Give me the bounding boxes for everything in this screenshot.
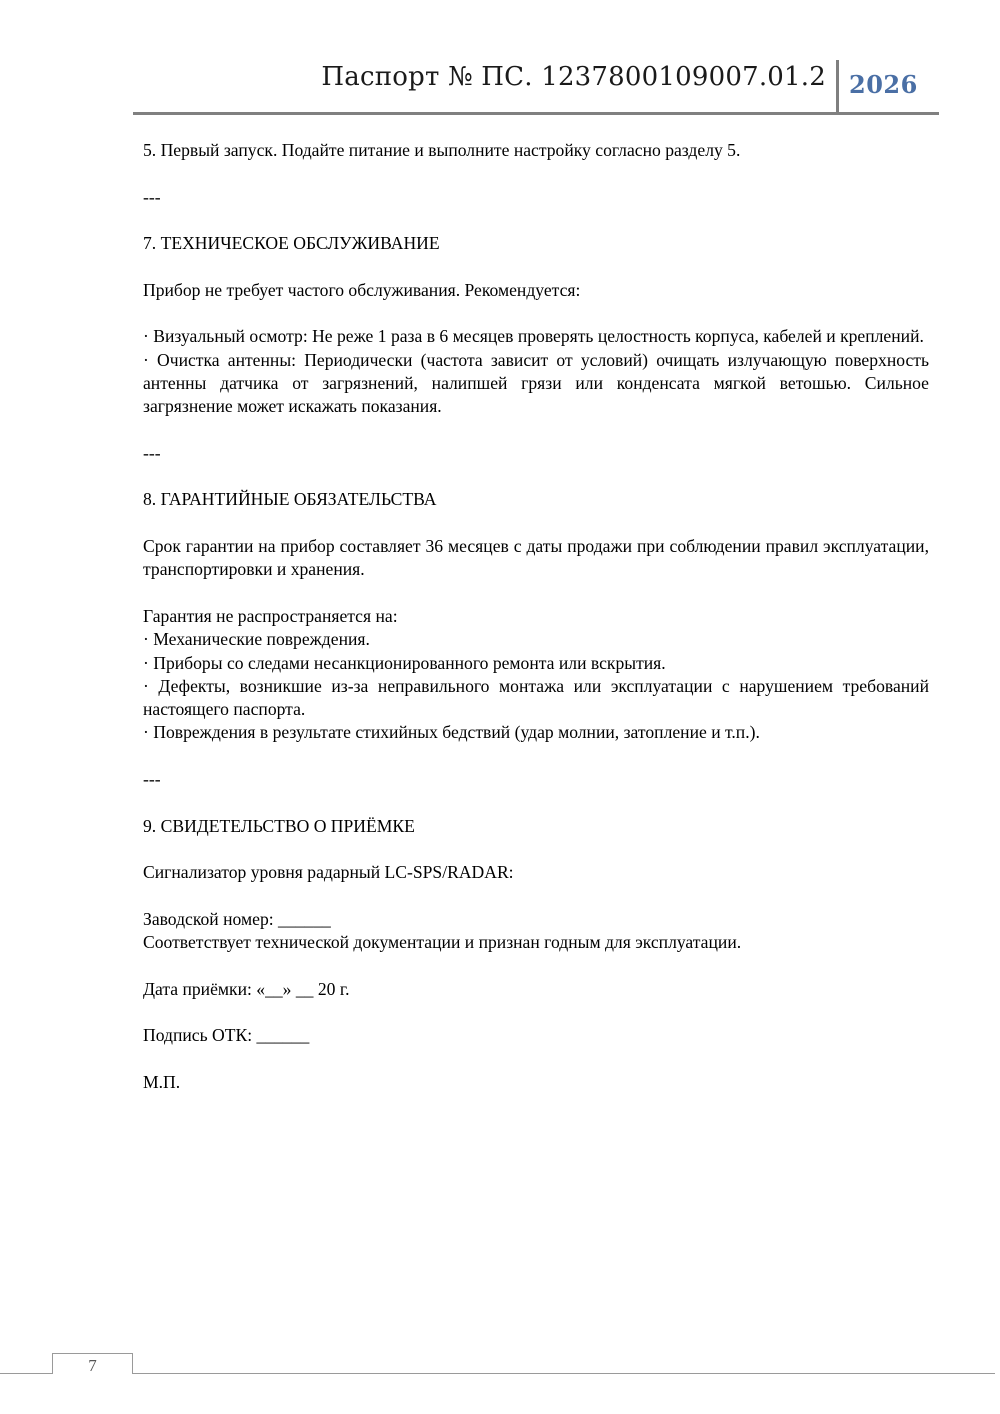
separator: --- — [143, 186, 161, 207]
section-9-acceptance-date: Дата приёмки: «__» __ 20 г. — [143, 978, 350, 999]
section-7-item-antenna-cleaning: · Очистка антенны: Периодически (частота зависит от условий) очищать излучающую поверхность антенны датчика от загрязнений, налипшей грязи или конденсата мягкой ветошью. Сильное загрязнение может искажать показания. — [143, 349, 929, 417]
section-8-exclusion-item: · Дефекты, возникшие из-за неправильного монтажа или эксплуатации с нарушением требований настоящего паспорта. — [143, 675, 929, 720]
section-9-device-name: Сигнализатор уровня радарный LC-SPS/RADAR: — [143, 862, 514, 883]
header-divider — [836, 60, 839, 115]
page-content — [143, 139, 929, 1094]
section-7-intro: Прибор не требует частого обслуживания. Рекомендуется: — [143, 279, 581, 300]
section-8-exclusion-item: · Повреждения в результате стихийных бедствий (удар молнии, затопление и т.п.). — [143, 722, 760, 743]
section-8-exclusion-item: · Приборы со следами несанкционированного ремонта или вскрытия. — [143, 652, 666, 673]
section-9-serial-number: Заводской номер: ______ — [143, 908, 331, 929]
section-9-conformity: Соответствует технической документации и признан годным для эксплуатации. — [143, 932, 742, 953]
section-7-heading: 7. ТЕХНИЧЕСКОЕ ОБСЛУЖИВАНИЕ — [143, 233, 440, 254]
section-7-item-visual-inspection: · Визуальный осмотр: Не реже 1 раза в 6 месяцев проверять целостность корпуса, кабелей и креплений. — [143, 326, 924, 347]
section-8-heading: 8. ГАРАНТИЙНЫЕ ОБЯЗАТЕЛЬСТВА — [143, 489, 437, 510]
separator: --- — [143, 442, 161, 463]
separator: --- — [143, 769, 161, 790]
section-9-stamp-place: М.П. — [143, 1071, 181, 1092]
section-9-heading: 9. СВИДЕТЕЛЬСТВО О ПРИЁМКЕ — [143, 815, 415, 836]
page-number: 7 — [88, 1356, 97, 1375]
section-9-qc-signature: Подпись ОТК: ______ — [143, 1025, 310, 1046]
section-8-warranty-text: Срок гарантии на прибор составляет 36 месяцев с даты продажи при соблюдении правил эксплуатации, транспортировки и хранения. — [143, 536, 929, 580]
section-8-exclusion-item: · Механические повреждения. — [143, 629, 370, 650]
footer-rule — [0, 1373, 995, 1374]
document-title: Паспорт № ПС. 1237800109007.01.2 — [321, 62, 826, 92]
step-5-text: 5. Первый запуск. Подайте питание и выполните настройку согласно разделу 5. — [143, 140, 741, 160]
header-year: 2026 — [849, 70, 918, 99]
section-8-exclusions-intro: Гарантия не распространяется на: — [143, 605, 398, 626]
header-rule — [133, 112, 939, 115]
